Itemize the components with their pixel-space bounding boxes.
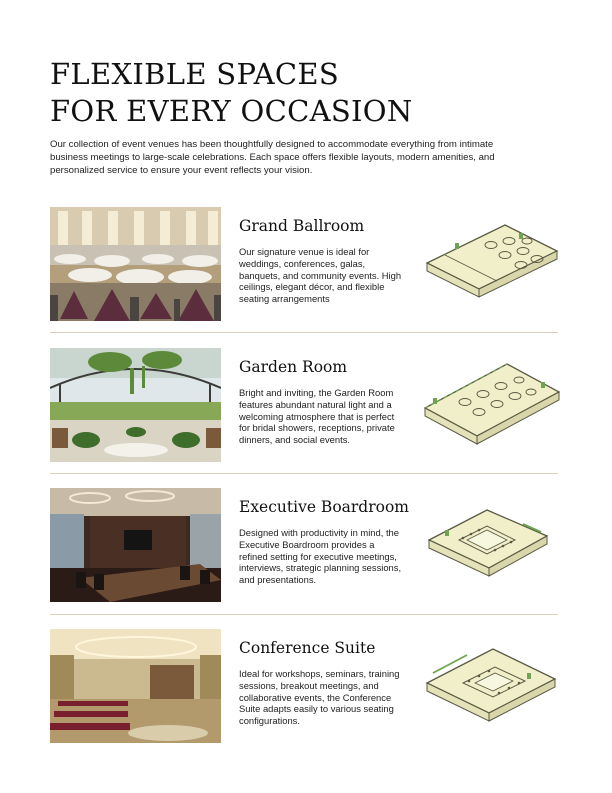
section-divider <box>50 473 558 474</box>
page-title-line-1: FLEXIBLE SPACES <box>50 57 339 91</box>
venue-title: Grand Ballroom <box>239 217 365 235</box>
venue-title: Executive Boardroom <box>239 498 410 516</box>
venue-description: Bright and inviting, the Garden Room features abundant natural light and a welcoming atmosphere that is perfect for bridal showers, receptions, private dinners, and social events. <box>239 387 395 446</box>
page-title-line-2: FOR EVERY OCCASION <box>50 94 413 128</box>
intro-paragraph: Our collection of event venues has been thoughtfully designed to accommodate everything from intimate business meetings to large-scale celebrations. Each space offers flexible layouts, modern amenities, and personalized service to ensure your event reflects your vision. <box>50 139 495 176</box>
grand-ballroom-photo <box>50 207 221 321</box>
venue-description: Our signature venue is ideal for weddings, conferences, galas, banquets, and community events. High ceilings, elegant décor, and flexible seating arrangements <box>239 246 402 305</box>
garden-room-photo <box>50 348 221 462</box>
page-title <box>50 56 413 130</box>
executive-boardroom-floor-plan <box>423 492 561 592</box>
section-divider <box>50 614 558 615</box>
venue-title: Conference Suite <box>239 639 376 657</box>
venue-title: Garden Room <box>239 358 348 376</box>
venue-description: Ideal for workshops, seminars, training sessions, breakout meetings, and collaborative events, the Conference Suite adapts easily to various seating configurations. <box>239 668 400 727</box>
section-divider <box>50 332 558 333</box>
garden-room-floor-plan <box>423 352 561 452</box>
executive-boardroom-photo <box>50 488 221 602</box>
conference-suite-floor-plan <box>423 633 561 733</box>
venue-description: Designed with productivity in mind, the Executive Boardroom provides a refined setting for executive meetings, interviews, strategic planning sessions, and presentations. <box>239 527 402 586</box>
conference-suite-photo <box>50 629 221 743</box>
grand-ballroom-floor-plan <box>423 211 561 311</box>
